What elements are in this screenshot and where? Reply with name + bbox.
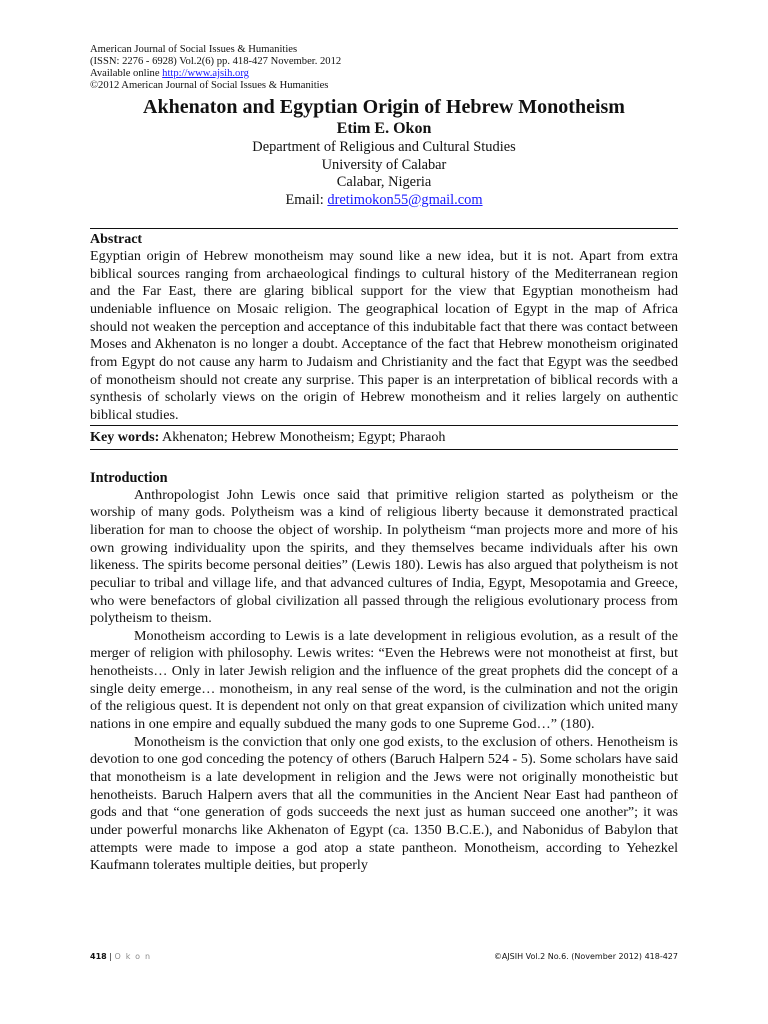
footer-author: Okon xyxy=(114,952,156,961)
abstract-section xyxy=(90,228,678,450)
paper-page xyxy=(90,44,678,875)
journal-issn: (ISSN: 2276 - 6928) Vol.2(6) pp. 418-427 November. 2012 xyxy=(90,56,342,67)
affiliation-location: Calabar, Nigeria xyxy=(336,174,432,190)
affiliation-department: Department of Religious and Cultural Studies xyxy=(252,139,516,155)
affiliation-university: University of Calabar xyxy=(321,156,447,173)
footer-citation: ©AJSIH Vol.2 No.6. (November 2012) 418-427 xyxy=(493,952,678,961)
introduction-paragraph-3: Monotheism is the conviction that only one god exists, to the exclusion of others. Henotheism is devotion to one god conceding the potency of others (Baruch Halpern 524 - 5). Some scholars have said that monotheism is a late development in religion and the Jews were not originally monotheistic but henotheists. Baruch Halpern avers that all the communities in the Ancient Near East had pantheon of gods and that “one generation of gods succeeds the next just as human succeed one another”; it was under powerful monarchs like Akhenaton of Egypt (ca. 1350 B.C.E.), and Nabonidus of Babylon that attempts were made to impose a god atop a state pantheon. Monotheism, according to Yehezkel Kaufmann tolerates multiple deities, but properly xyxy=(90,733,678,874)
journal-online: Available online http://www.ajsih.org xyxy=(90,68,249,79)
abstract-top-rule xyxy=(90,228,678,229)
introduction-paragraph-2: Monotheism according to Lewis is a late development in religious evolution, as a result of the merger of religion with philosophy. Lewis writes: “Even the Hebrews were not monotheist at first, but henotheists… Only in later Jewish religion and the influence of the great prophets did the concept of a single deity emerge… monotheism, in any real sense of the word, is the culmination and not the origin of the religious quest. It is dependent not only on that great expansion of civilization which united many nations in one empire and equally subdued the many gods to one Supreme God…” (180). xyxy=(90,627,678,733)
author-name: Etim E. Okon xyxy=(336,120,432,137)
keywords-label: Key words: xyxy=(90,428,160,445)
journal-header xyxy=(90,44,678,92)
abstract-heading: Abstract xyxy=(90,232,143,247)
journal-website-link[interactable]: http://www.ajsih.org xyxy=(162,68,249,79)
abstract-text: Egyptian origin of Hebrew monotheism may sound like a new idea, but it is not. Apart from extra biblical sources ranging from archaeological findings to cultural history of the Mediterranean region and the Far East, there are glaring biblical support for the view that Egyptian monotheism had undeniable influence on Mosaic religion. The geographical location of Egypt in the map of Africa should not weaken the perception and acceptance of this indubitable fact that there was contact between Moses and Akhenaton is no longer a doubt. Acceptance of the fact that Hebrew monotheism originated from Egypt do not cause any harm to Judaism and Christianity and the fact that Egypt was the seedbed of monotheism should not create any surprise. This paper is an interpretation of biblical records with a synthesis of scholarly views on the origin of Hebrew monotheism and it relies largely on authentic biblical studies. xyxy=(90,248,678,423)
keywords-bottom-rule xyxy=(90,449,678,450)
affiliation-email: Email: dretimokon55@gmail.com xyxy=(285,191,483,208)
keywords-text: Akhenaton; Hebrew Monotheism; Egypt; Pharaoh xyxy=(159,428,446,445)
keywords xyxy=(90,428,678,447)
paper-title: Akhenaton and Egyptian Origin of Hebrew Monotheism xyxy=(143,96,625,118)
footer-page-info: 418 | Okon xyxy=(90,952,156,961)
journal-copyright: ©2012 American Journal of Social Issues & Humanities xyxy=(90,80,329,91)
journal-name: American Journal of Social Issues & Humanities xyxy=(90,44,298,55)
page-number: 418 xyxy=(90,952,107,961)
introduction-paragraph-1: Anthropologist John Lewis once said that primitive religion started as polytheism or the worship of many gods. Polytheism was a kind of religious liberty because it demonstrated practical liberation for man to choose the object of worship. In polytheism “man projects more and more of his own growing individuality upon the spirits, and they themselves became individuals after his own likeness. The spirits become personal deities” (Lewis 180). Lewis has also argued that polytheism is not peculiar to tribal and village life, and that advanced cultures of India, Egypt, Mesopotamia and Greece, who were benefactors of global civilization all passed through the religious evolutionary process from polytheism to theism. xyxy=(90,486,678,627)
abstract-bottom-rule xyxy=(90,425,678,426)
introduction-heading: Introduction xyxy=(90,469,168,486)
affiliation xyxy=(90,139,678,209)
email-link[interactable]: dretimokon55@gmail.com xyxy=(327,191,483,208)
